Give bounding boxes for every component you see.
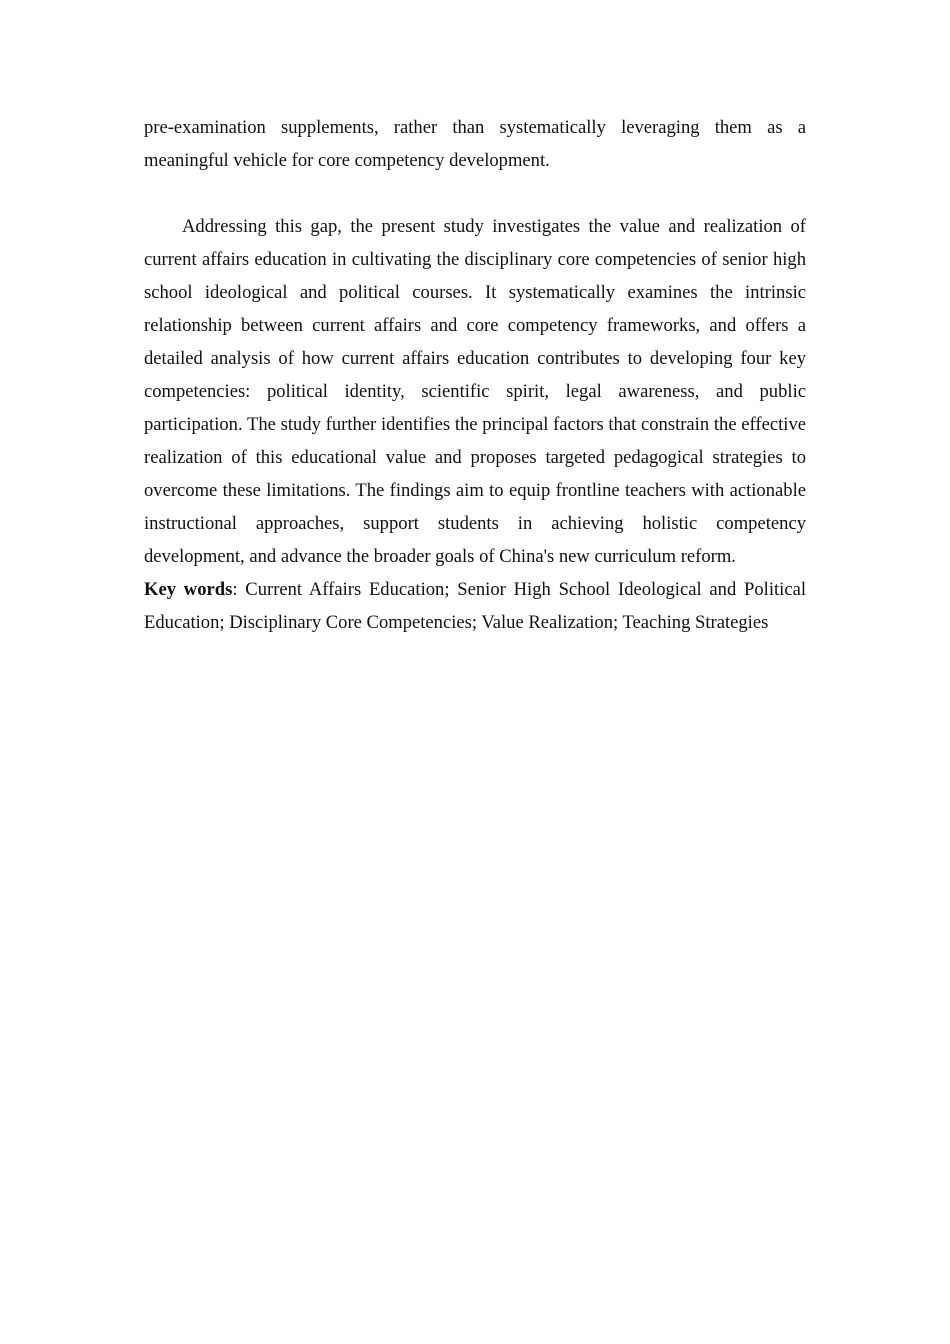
document-page — [144, 111, 806, 639]
keywords-text: : Current Affairs Education; Senior High School Ideological and Political Education; Disciplinary Core Competencies; Value Realization; Teaching Strategies — [144, 579, 807, 633]
paragraph-spacer — [144, 177, 806, 210]
continued-paragraph: pre-examination supplements, rather than systematically leveraging them as a meaningful vehicle for core competency development. — [144, 117, 806, 171]
abstract-paragraph: Addressing this gap, the present study investigates the value and realization of current affairs education in cultivating the disciplinary core competencies of senior high school ideological and political courses. It systematically examines the intrinsic relationship between current affairs and core competency frameworks, and offers a detailed analysis of how current affairs education contributes to developing four key competencies: political identity, scientific spirit, legal awareness, and public participation. The study further identifies the principal factors that constrain the effective realization of this educational value and proposes targeted pedagogical strategies to overcome these limitations. The findings aim to equip frontline teachers with actionable instructional approaches, support students in achieving holistic competency development, and advance the broader goals of China's new curriculum reform. — [144, 216, 806, 567]
keywords-line — [144, 573, 806, 639]
keywords-label: Key words — [144, 579, 233, 600]
